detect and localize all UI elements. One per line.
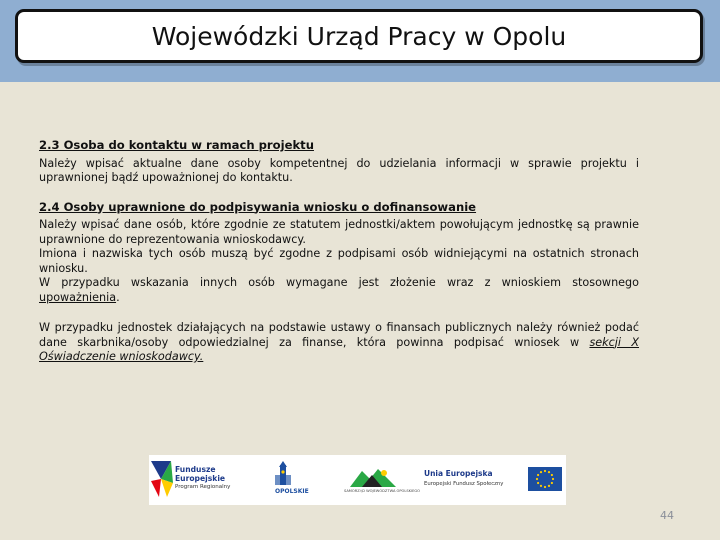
title-box <box>15 9 703 63</box>
section-2-3-text: Należy wpisać aktualne dane osoby kompetentnej do udzielania informacji w sprawie projektu i uprawnionej bądź upoważnionej do kontaktu. <box>39 156 639 184</box>
section-2-4-para-1: Należy wpisać dane osób, które zgodnie ze statutem jednostki/aktem powołującym jednostkę są prawnie uprawnione do reprezentowania wnioskodawcy. <box>39 218 639 246</box>
unia-europejska-logo <box>424 463 564 499</box>
page-number: 44 <box>660 509 674 522</box>
spacer <box>39 186 639 200</box>
opolskie-tower-icon <box>271 461 295 487</box>
logo-strip <box>149 455 566 505</box>
fundusze-star-icon <box>149 459 175 499</box>
spacer <box>39 305 639 321</box>
ue-sub: Europejski Fundusz Społeczny <box>424 481 504 487</box>
para-3-end: . <box>116 290 120 304</box>
opolskie-logo <box>261 461 321 501</box>
eu-flag-icon <box>528 467 562 491</box>
treasurer-note-text: W przypadku jednostek działających na podstawie ustawy o finansach publicznych należy również podać dane skarbnika/osoby odpowiedzialnej za finanse, która powinna podpisać wniosek w <box>39 321 639 349</box>
fundusze-line-1: Fundusze <box>175 465 216 474</box>
authorization-term: upoważnienia <box>39 290 117 304</box>
section-2-4-heading: 2.4 Osoby uprawnione do podpisywania wniosku o dofinansowanie <box>39 199 477 214</box>
header-band <box>0 0 720 82</box>
section-2-4-para-3 <box>39 276 639 305</box>
samorzad-label: SAMORZĄD WOJEWÓDZTWA OPOLSKIEGO <box>344 489 420 493</box>
fundusze-europejskie-logo <box>149 455 244 505</box>
treasurer-note <box>39 321 639 365</box>
page-title: Wojewódzki Urząd Pracy w Opolu <box>151 21 567 51</box>
section-2-3-heading: 2.3 Osoba do kontaktu w ramach projektu <box>39 138 314 152</box>
fundusze-sub: Program Regionalny <box>175 484 231 490</box>
samorzad-logo <box>344 465 420 501</box>
para-3-text: W przypadku wskazania innych osób wymagane jest złożenie wraz z wnioskiem stosownego <box>39 276 639 289</box>
ue-text <box>424 469 503 489</box>
fundusze-text <box>175 465 230 492</box>
opolskie-label: OPOLSKIE <box>275 488 309 495</box>
ue-line-1: Unia Europejska <box>424 469 493 478</box>
section-2-4-para-2: Imiona i nazwiska tych osób muszą być zgodne z podpisami osób widniejącymi na ostatnich stronach wniosku. <box>39 247 639 275</box>
fundusze-line-2: Europejskie <box>175 474 226 483</box>
samorzad-emblem-icon <box>348 465 398 489</box>
section-x-reference: sekcji X Oświadczenie wnioskodawcy. <box>39 335 639 363</box>
content-area <box>39 138 639 365</box>
